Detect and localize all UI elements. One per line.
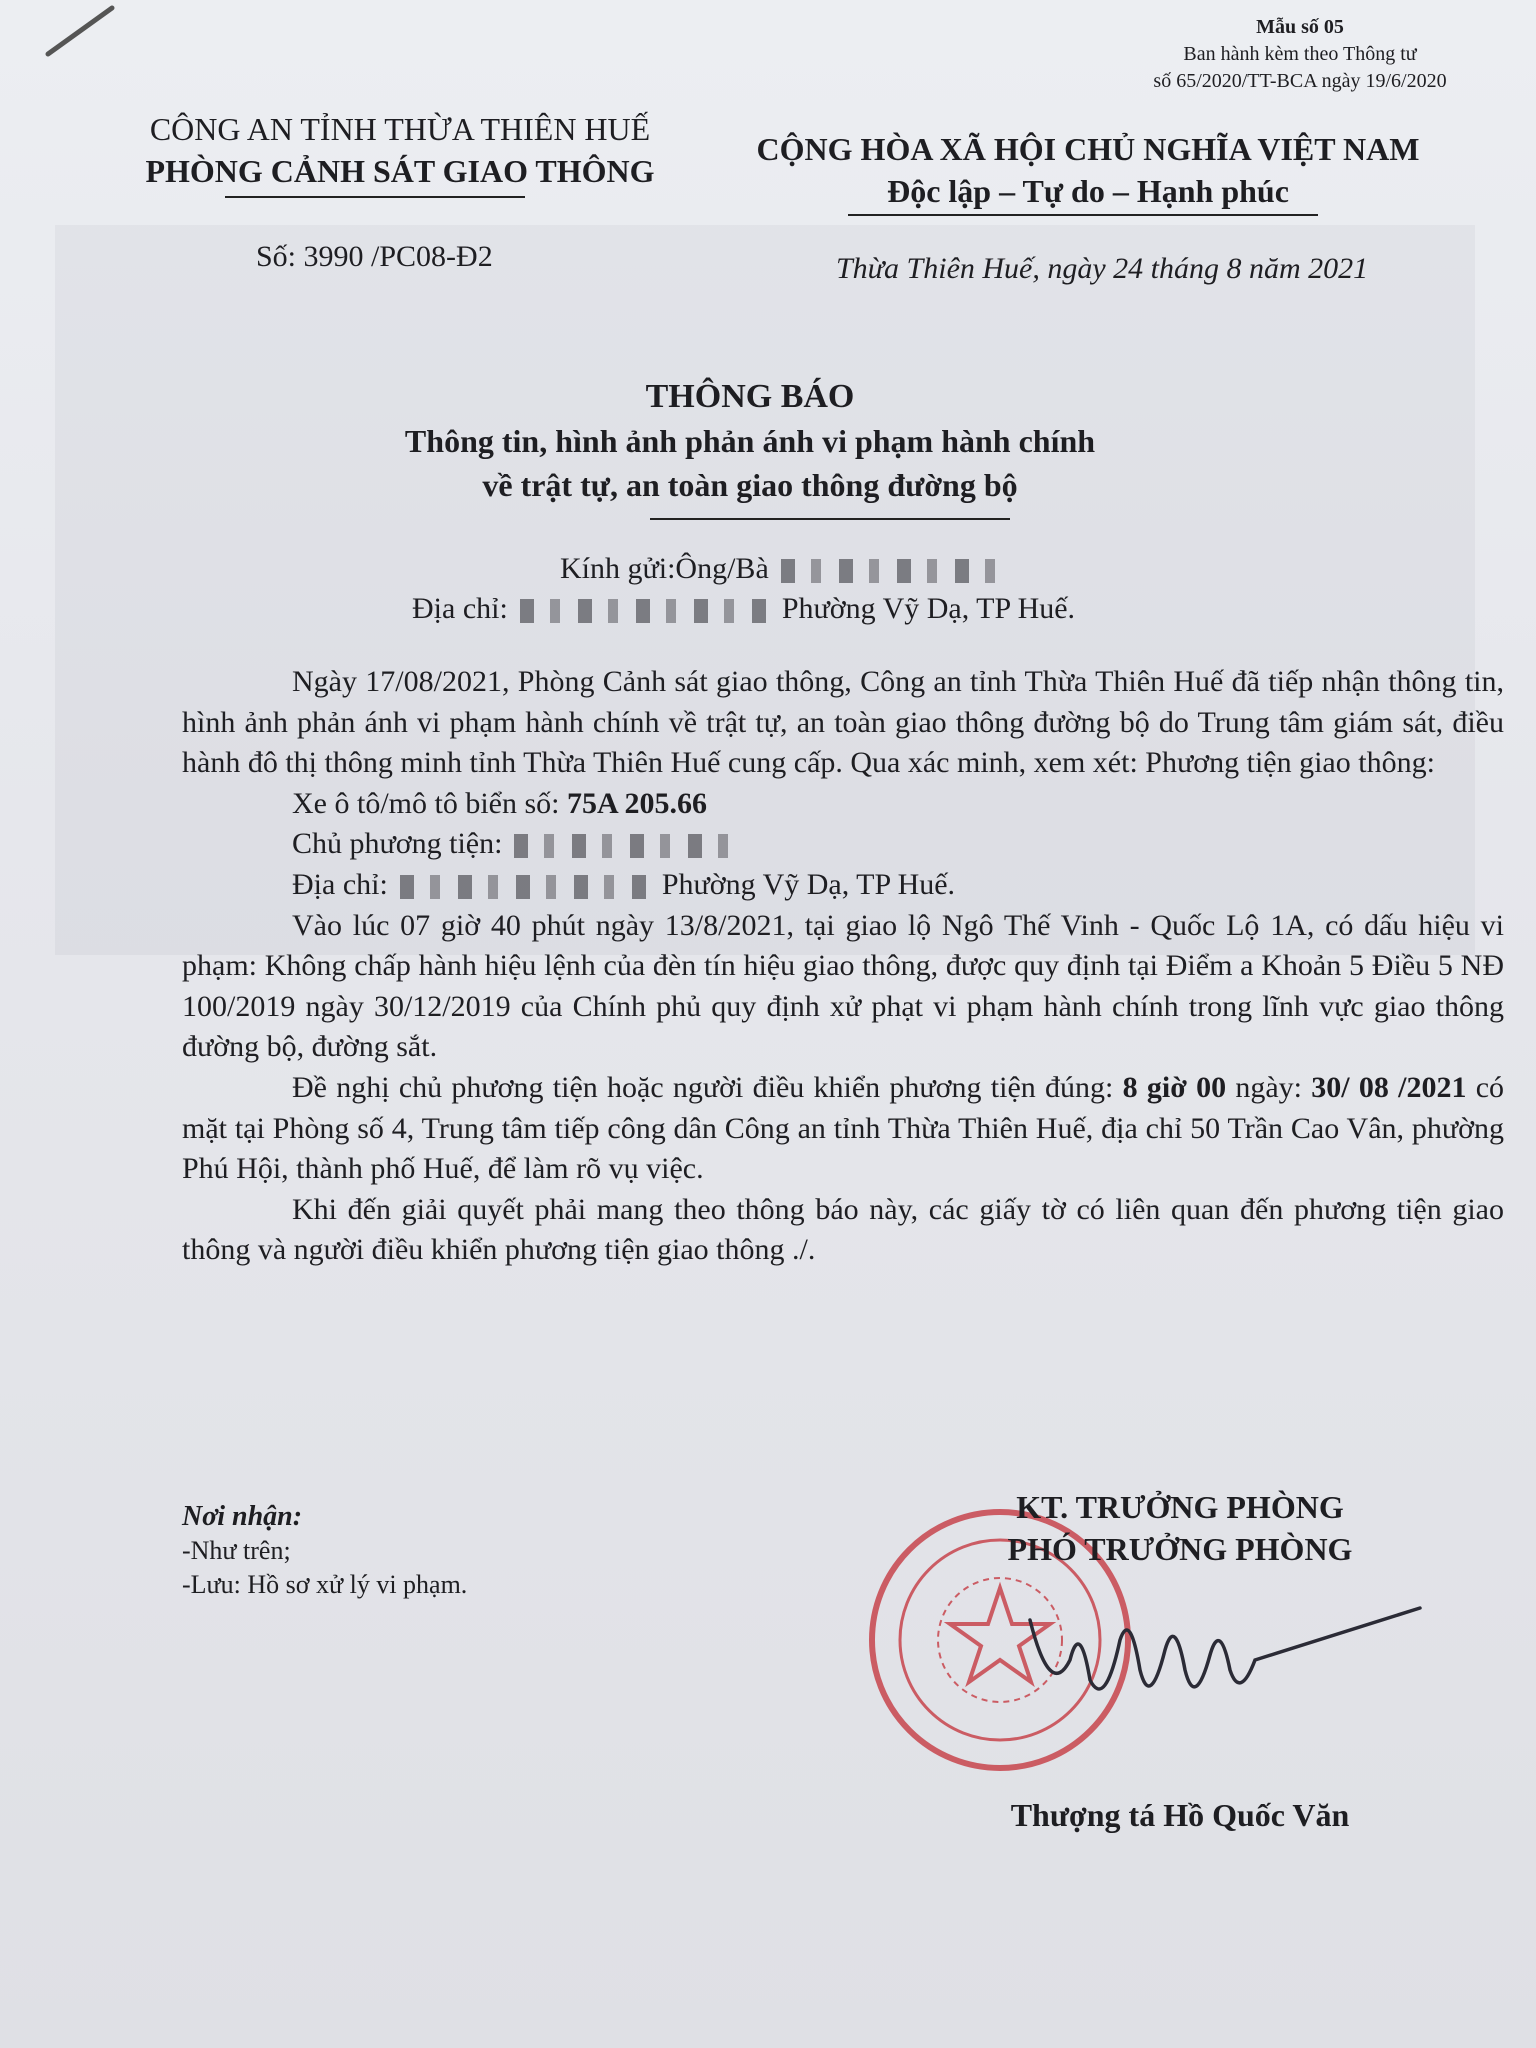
recipients-item-1: -Như trên; — [182, 1536, 291, 1565]
p3-part-b: ngày: — [1235, 1070, 1303, 1104]
handwritten-signature-icon — [1010, 1600, 1430, 1720]
redacted-owner-address — [400, 875, 650, 899]
redacted-name — [781, 559, 1001, 583]
title-main: THÔNG BÁO — [645, 378, 855, 415]
owner-address-label: Địa chỉ: — [292, 867, 388, 901]
document-number: Số: 3990 /PC08-Đ2 — [256, 240, 493, 273]
form-number: Mẫu số 05 — [1256, 16, 1344, 38]
recipients-item-2: -Lưu: Hồ sơ xử lý vi phạm. — [182, 1570, 468, 1599]
address-label: Địa chỉ: — [412, 592, 508, 625]
paragraph-4: Khi đến giải quyết phải mang theo thông báo này, các giấy tờ có liên quan đến phương tiện giao thông và người điều khiển phương tiện giao thông ./. — [182, 1192, 1504, 1267]
redacted-address — [520, 599, 770, 623]
signature-title — [900, 1486, 1460, 1570]
nation-line2: Độc lập – Tự do – Hạnh phúc — [887, 173, 1289, 209]
plate-line — [182, 784, 1504, 825]
plate-number: 75A 205.66 — [566, 786, 707, 820]
signer-name: Thượng tá Hồ Quốc Văn — [1010, 1797, 1350, 1833]
recipients-heading: Nơi nhận: — [182, 1501, 303, 1532]
appointment-date: 30/ 08 /2021 — [1311, 1070, 1467, 1104]
owner-label: Chủ phương tiện: — [292, 827, 503, 861]
notice-title — [300, 375, 1200, 507]
agency-header — [90, 108, 710, 192]
notice-body — [182, 662, 1504, 1271]
recipient-label: Kính gửi:Ông/Bà — [560, 552, 769, 585]
owner-line — [182, 824, 1504, 865]
title-sub1: Thông tin, hình ảnh phản ánh vi phạm hành chính — [404, 423, 1096, 459]
form-number-block — [1120, 14, 1480, 95]
recipient-address-line — [412, 592, 1075, 626]
address-tail: Phường Vỹ Dạ, TP Huế. — [781, 592, 1076, 625]
signature-line1: KT. TRƯỞNG PHÒNG — [1016, 1489, 1344, 1525]
plate-label: Xe ô tô/mô tô biển số: — [292, 786, 560, 820]
recipients-block — [182, 1500, 467, 1602]
appointment-time: 8 giờ 00 — [1122, 1070, 1227, 1104]
document-date: Thừa Thiên Huế, ngày 24 tháng 8 năm 2021 — [836, 252, 1369, 285]
national-header — [718, 128, 1458, 212]
nation-underline — [848, 214, 1318, 216]
paragraph-2: Vào lúc 07 giờ 40 phút ngày 13/8/2021, tại giao lộ Ngô Thế Vinh - Quốc Lộ 1A, có dấu hiệu vi phạm: Không chấp hành hiệu lệnh của đèn tín hiệu giao thông, được quy định tại Điểm a Khoản 5 Điều 5 NĐ 100/2019 ngày 30/12/2019 của Chính phủ quy định xử phạt vi phạm hành chính trong lĩnh vực giao thông đường bộ, đường sắt. — [182, 908, 1504, 1064]
owner-address-tail: Phường Vỹ Dạ, TP Huế. — [661, 867, 956, 901]
p3-part-a: Đề nghị chủ phương tiện hoặc người điều khiển phương tiện đúng: — [292, 1070, 1114, 1104]
agency-underline — [225, 196, 525, 198]
paragraph-3 — [182, 1068, 1504, 1190]
pen-mark-icon — [40, 2, 120, 62]
signature-line2: PHÓ TRƯỞNG PHÒNG — [1007, 1531, 1353, 1567]
title-sub2: về trật tự, an toàn giao thông đường bộ — [482, 467, 1018, 503]
nation-line1: CỘNG HÒA XÃ HỘI CHỦ NGHĨA VIỆT NAM — [756, 131, 1420, 167]
agency-line1: CÔNG AN TỈNH THỪA THIÊN HUẾ — [149, 111, 651, 147]
recipient-line — [560, 552, 1013, 586]
form-issued-with: Ban hành kèm theo Thông tư — [1183, 43, 1417, 65]
title-underline — [650, 518, 1010, 520]
redacted-owner — [514, 834, 734, 858]
paragraph-1: Ngày 17/08/2021, Phòng Cảnh sát giao thông, Công an tỉnh Thừa Thiên Huế đã tiếp nhận thông tin, hình ảnh phản ánh vi phạm hành chính về trật tự, an toàn giao thông đường bộ do Trung tâm giám sát, điều hành đô thị thông minh tỉnh Thừa Thiên Huế cung cấp. Qua xác minh, xem xét: Phương tiện giao thông: — [182, 665, 1504, 780]
owner-address-line — [182, 865, 1504, 906]
agency-line2: PHÒNG CẢNH SÁT GIAO THÔNG — [145, 153, 655, 189]
p3-part-c: có mặt tại Phòng số 4, Trung tâm tiếp công dân Công an tỉnh Thừa Thiên Huế, địa chỉ 50 Trần Cao Vân, phường Phú Hội, thành phố Huế, để làm rõ vụ việc. — [182, 1070, 1505, 1186]
form-circular: số 65/2020/TT-BCA ngày 19/6/2020 — [1153, 70, 1447, 92]
